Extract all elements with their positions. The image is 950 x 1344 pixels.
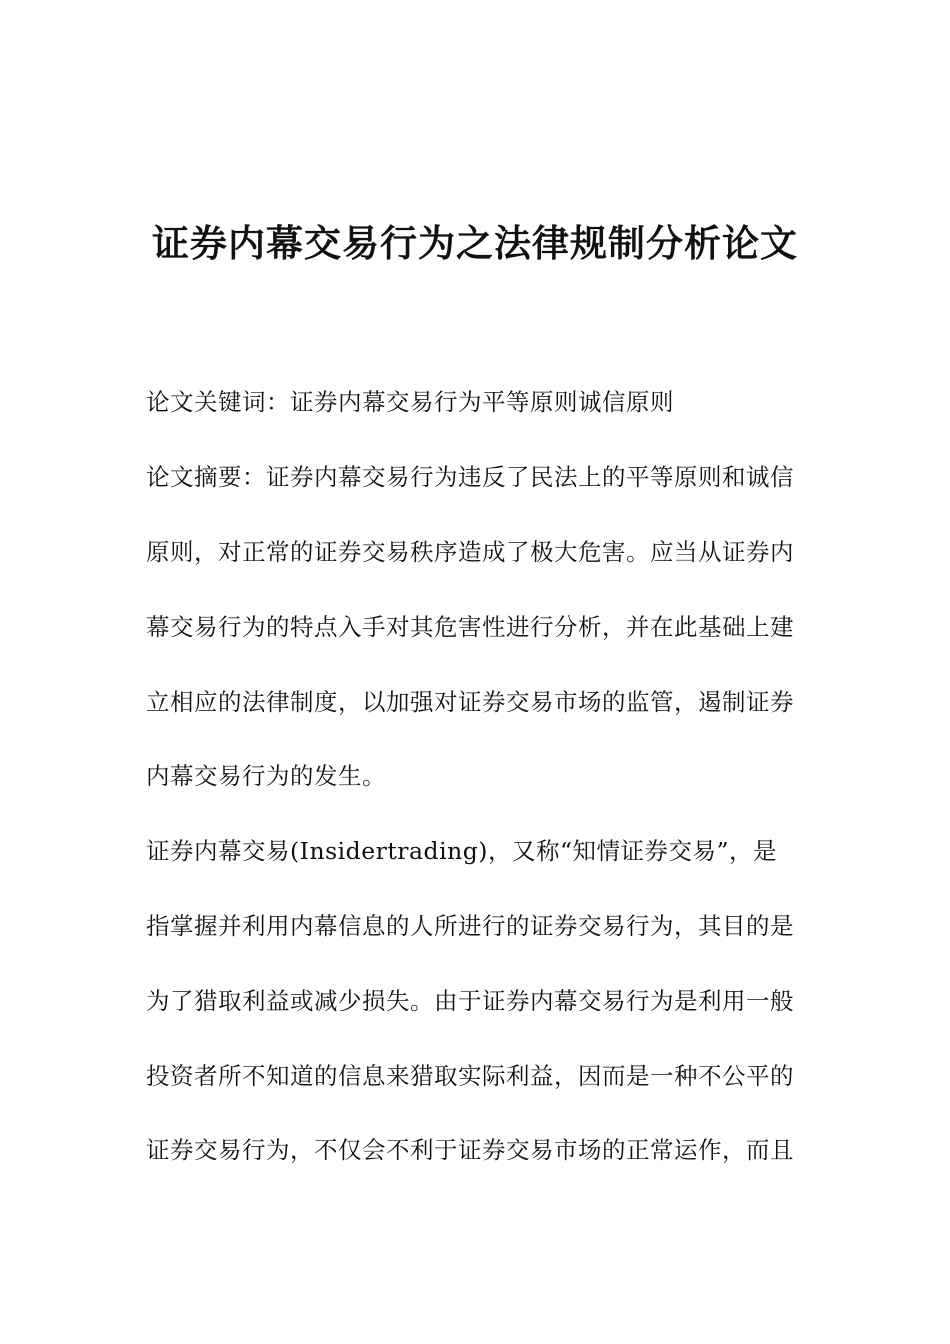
- body-line: 证券内幕交易(Insidertrading)，又称“知情证券交易”，是: [146, 837, 777, 865]
- body-line: 投资者所不知道的信息来猎取实际利益，因而是一种不公平的: [146, 1062, 794, 1090]
- abstract-line: 原则，对正常的证券交易秩序造成了极大危害。应当从证券内: [146, 538, 794, 566]
- abstract-line: 立相应的法律制度，以加强对证券交易市场的监管，遏制证券: [146, 688, 794, 716]
- keywords-line: 论文关键词：证券内幕交易行为平等原则诚信原则: [146, 388, 674, 416]
- abstract-line: 论文摘要：证券内幕交易行为违反了民法上的平等原则和诚信: [146, 463, 794, 491]
- document-title: 证券内幕交易行为之法律规制分析论文: [152, 222, 798, 265]
- abstract-line: 幕交易行为的特点入手对其危害性进行分析，并在此基础上建: [146, 613, 794, 641]
- body-line: 证券交易行为，不仅会不利于证券交易市场的正常运作，而且: [146, 1136, 794, 1164]
- body-line: 指掌握并利用内幕信息的人所进行的证券交易行为，其目的是: [146, 912, 794, 940]
- abstract-line: 内幕交易行为的发生。: [146, 762, 386, 790]
- body-line: 为了猎取利益或减少损失。由于证券内幕交易行为是利用一般: [146, 987, 794, 1015]
